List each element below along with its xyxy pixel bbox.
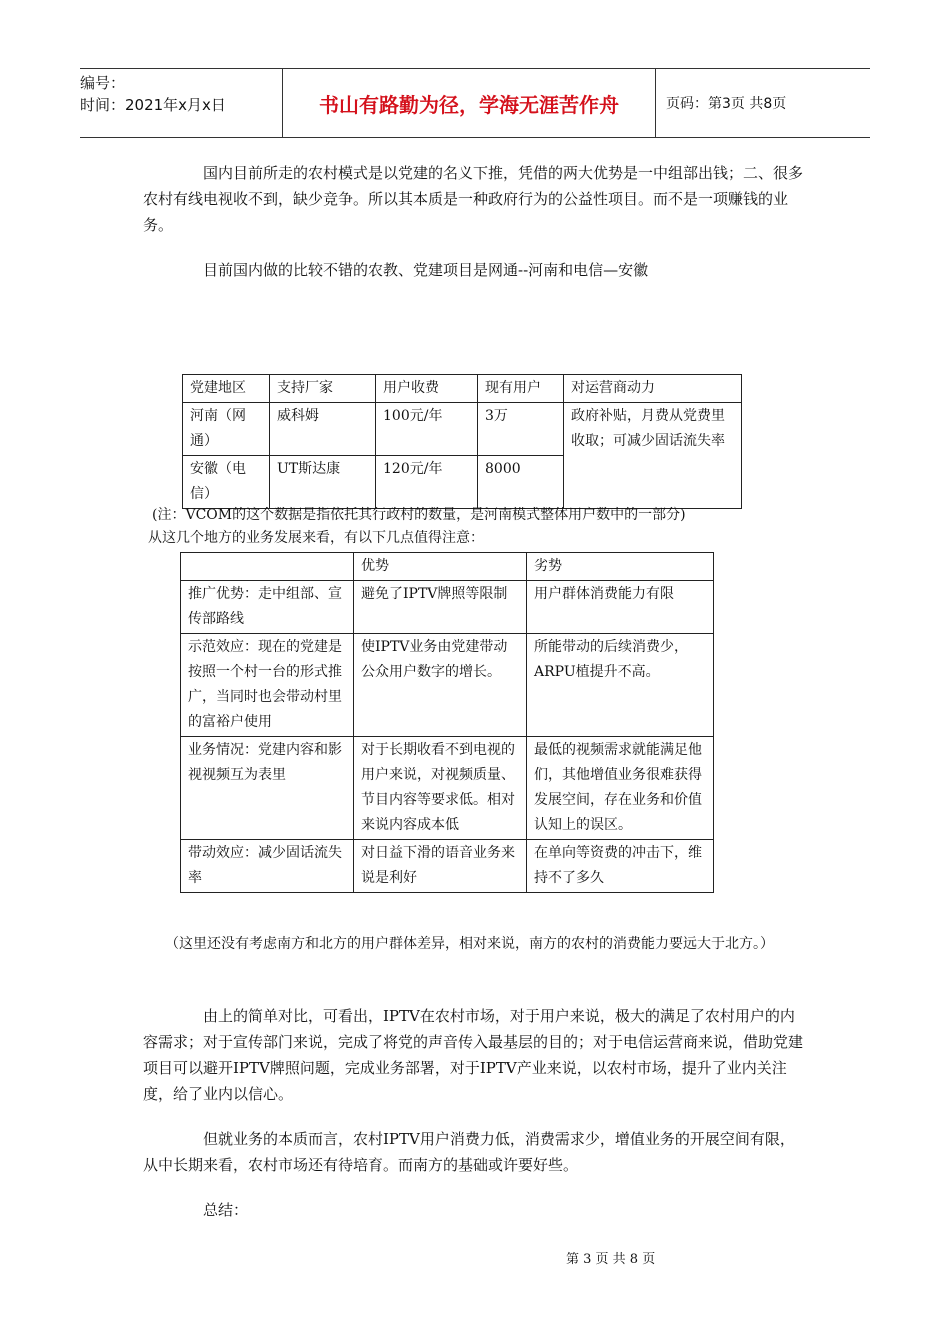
table-header-cell: 用户收费 (376, 375, 478, 403)
table-cell: 威科姆 (270, 403, 376, 456)
table-cell: 所能带动的后续消费少，ARPU植提升不高。 (527, 634, 714, 737)
note-vcom: (注：VCOM的这个数据是指依托其行政村的数量，是河南模式整体用户数中的一部分) (152, 507, 686, 523)
table-row (181, 737, 714, 840)
table-header-row (181, 553, 714, 581)
table-cell: 用户群体消费能力有限 (527, 581, 714, 634)
paragraph-4: 但就业务的本质而言，农村IPTV用户消费力低，消费需求少，增值业务的开展空间有限，从中长期来看，农村市场还有待培育。而南方的基础或许要好些。 (143, 1130, 795, 1174)
table-header-cell: 劣势 (527, 553, 714, 581)
table-header-cell: 优势 (354, 553, 527, 581)
table-header-cell: 党建地区 (183, 375, 270, 403)
table-cell: 对于长期收看不到电视的用户来说，对视频质量、节目内容等要求低。相对来说内容成本低 (354, 737, 527, 840)
table-cell: 带动效应：减少固话流失率 (181, 840, 354, 893)
table-header-row (183, 375, 742, 403)
table-row (181, 634, 714, 737)
table-cell-merged-note: 政府补贴，月费从党费里收取；可减少固话流失率 (564, 403, 742, 509)
table-row (181, 581, 714, 634)
intro-text: 从这几个地方的业务发展来看，有以下几点值得注意： (148, 530, 484, 546)
table-row (183, 403, 742, 456)
summary-label: 总结： (203, 1201, 249, 1219)
paragraph-1: 国内目前所走的农村模式是以党建的名义下推，凭借的两大优势是一中组部出钱；二、很多农村有线电视收不到，缺少竞争。所以其本质是一种政府行为的公益性项目。而不是一项赚钱的业务。 (143, 164, 804, 234)
table-header-cell: 对运营商动力 (564, 375, 742, 403)
table-row (181, 840, 714, 893)
table-cell: 对日益下滑的语音业务来说是利好 (354, 840, 527, 893)
doc-number-label: 编号： (80, 74, 126, 92)
table-header-cell: 支持厂家 (270, 375, 376, 403)
table-cell: 在单向等资费的冲击下，维持不了多久 (527, 840, 714, 893)
table-cell: 使IPTV业务由党建带动公众用户数字的增长。 (354, 634, 527, 737)
table-cell: 示范效应：现在的党建是按照一个村一台的形式推广，当同时也会带动村里的富裕户使用 (181, 634, 354, 737)
table-header-cell (181, 553, 354, 581)
header-meta (80, 69, 282, 140)
paragraph-3: 由上的简单对比，可看出，IPTV在农村市场，对于用户来说，极大的满足了农村用户的内容需求；对于宣传部门来说，完成了将党的声音传入最基层的目的；对于电信运营商来说，借助党建项目可以避开IPTV牌照问题，完成业务部署，对于IPTV产业来说，以农村市场，提升了业内关注度，给了业内以信心。 (143, 1007, 804, 1103)
table-cell: 业务情况：党建内容和影视视频互为表里 (181, 737, 354, 840)
paragraph-2: 目前国内做的比较不错的农教、党建项目是网通--河南和电信—安徽 (203, 261, 649, 279)
table-cell: 推广优势：走中组部、宣传部路线 (181, 581, 354, 634)
table-cell: 河南（网通） (183, 403, 270, 456)
table-cell: 避免了IPTV牌照等限制 (354, 581, 527, 634)
table-cell: UT斯达康 (270, 456, 376, 509)
table-cell: 120元/年 (376, 456, 478, 509)
table-cell: 8000 (478, 456, 564, 509)
table-cell: 3万 (478, 403, 564, 456)
table-header-cell: 现有用户 (478, 375, 564, 403)
table-pros-cons (180, 552, 714, 893)
page-header (80, 68, 870, 138)
header-motto: 书山有路勤为径，学海无涯苦作舟 (282, 69, 656, 137)
table-party-regions (182, 374, 742, 509)
header-page-label: 页码：第3页 共8页 (666, 96, 787, 112)
table-cell: 安徽（电信） (183, 456, 270, 509)
doc-time-label: 时间：2021年x月x日 (80, 96, 226, 114)
table-cell: 最低的视频需求就能满足他们，其他增值业务很难获得发展空间，存在业务和价值认知上的误区。 (527, 737, 714, 840)
note-regional: （这里还没有考虑南方和北方的用户群体差异，相对来说，南方的农村的消费能力要远大于北方。） (165, 936, 774, 952)
page-footer: 第 3 页 共 8 页 (566, 1252, 656, 1267)
table-cell: 100元/年 (376, 403, 478, 456)
